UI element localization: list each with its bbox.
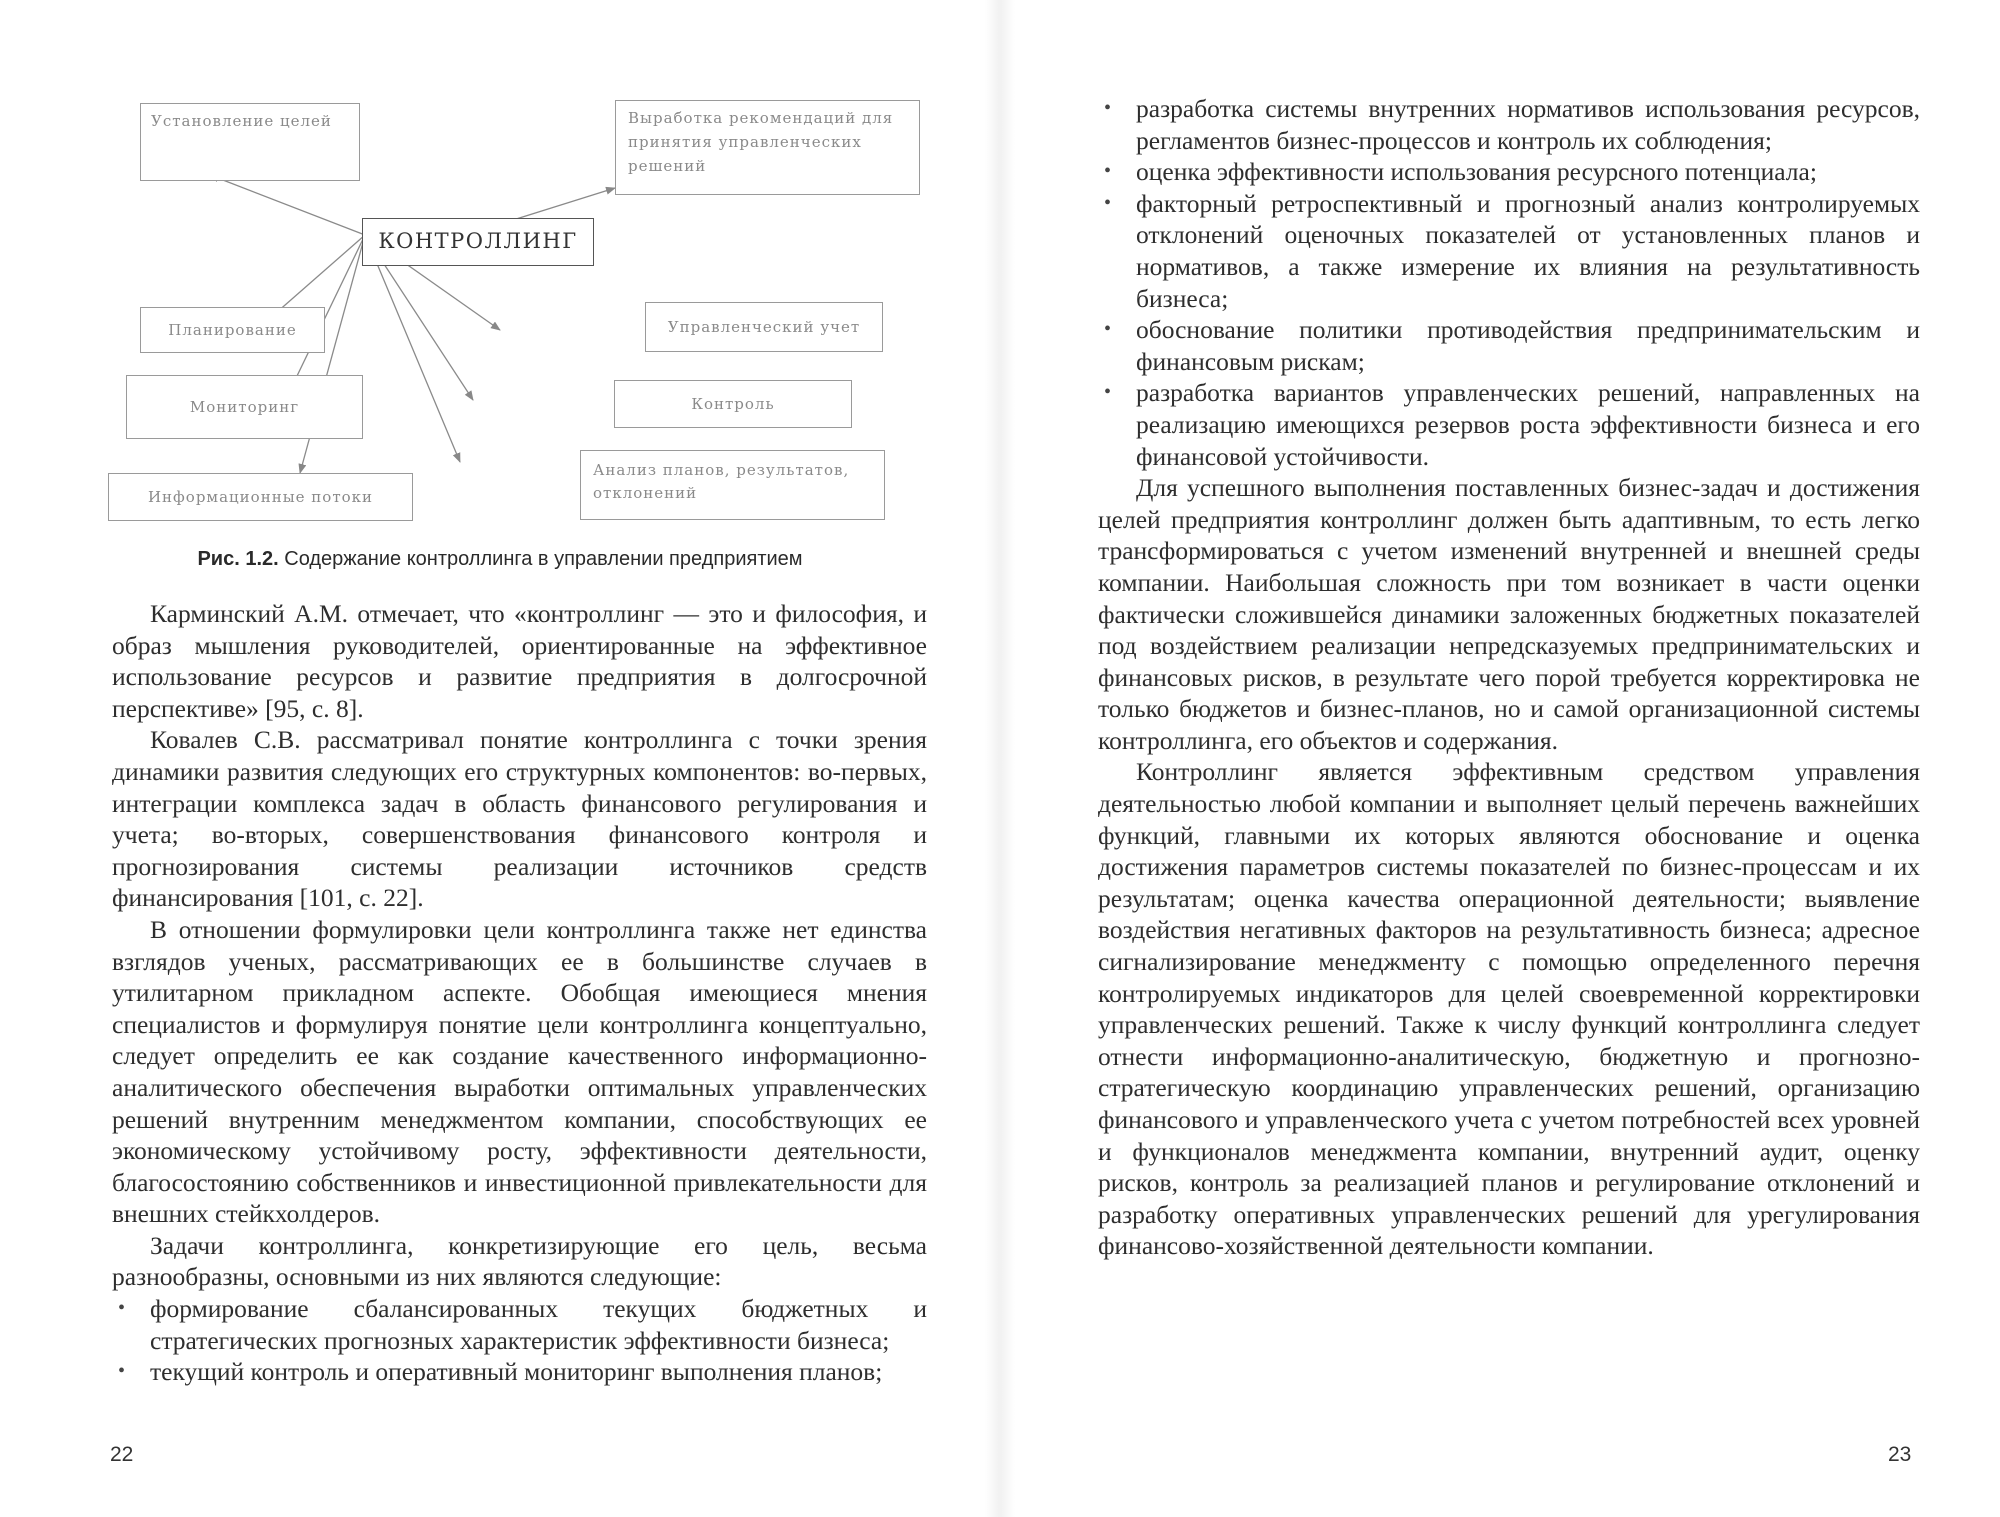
node-monitoring <box>126 375 363 439</box>
node-goals <box>140 103 360 181</box>
list-item-text: текущий контроль и оперативный мониторинг выполнения планов; <box>150 1357 883 1387</box>
page-number-right: 23 <box>1888 1443 1912 1466</box>
node-recommendations <box>615 100 920 195</box>
list-item-text: формирование сбалансированных текущих бюджетных и стратегических прогнозных характеристик эффективности бизнеса; <box>150 1294 927 1355</box>
node-management-accounting <box>645 302 883 352</box>
list-item <box>112 1356 927 1388</box>
right-bullet-list <box>1098 93 1920 472</box>
paragraph: В отношении формулировки цели контроллинга также нет единства взглядов ученых, рассматривающих ее в большинстве случаев в утилитарном прикладном аспекте. Обобщая имеющиеся мнения специалистов и формулируя понятие цели контроллинга концептуально, следует определить ее как создание качественного информационно-аналитического обеспечения выработки оптимальных управленческих решений внутренним менеджментом компании, способствующих ее экономическому устойчивому росту, эффективности деятельности, благосостоянию собственников и инвестиционной привлекательности для внешних стейкхолдеров. <box>112 914 927 1229</box>
list-item <box>112 1293 927 1356</box>
node-controlling <box>362 218 594 266</box>
figure-caption <box>0 548 1000 571</box>
node-control <box>614 380 852 428</box>
page-number-left: 22 <box>110 1443 134 1466</box>
caption-text: Содержание контроллинга в управлении предприятием <box>284 548 803 570</box>
paragraph: Контроллинг является эффективным средством управления деятельностью любой компании и выполняет целый перечень важнейших функций, главными их которых являются обоснование и оценка достижения параметров системы показателей по бизнес-процессам и их результатам; оценка качества операционной деятельности; выявление воздействия негативных факторов на результативность бизнеса; адресное сигнализирование менеджменту с помощью определенного перечня контролируемых индикаторов для целей своевременной корректировки управленческих решений. Также к числу функций контроллинга следует отнести информационно-аналитическую, бюджетную и прогнозно-стратегическую координацию управленческих решений, организацию финансового и управленческого учета с учетом потребностей всех уровней и функционалов менеджмента компании, внутренний аудит, оценку рисков, контроль за реализацией планов и регулирование отклонений и разработку оперативных управленческих решений для урегулирования финансово-хозяйственной деятельности компании. <box>1098 757 1920 1261</box>
caption-label: Рис. 1.2. <box>197 548 279 570</box>
bullet-icon: • <box>1104 381 1112 404</box>
list-item <box>1098 93 1920 156</box>
list-item-text: факторный ретроспективный и прогнозный анализ контролируемых отклонений оценочных показателей от установленных планов и нормативов, а также измерение их влияния на результативность бизнеса; <box>1136 188 1920 313</box>
paragraph: Для успешного выполнения поставленных бизнес-задач и достижения целей предприятия контроллинг должен быть адаптивным, то есть легко трансформироваться с учетом изменений внутренней и внешней среды компании. Наибольшая сложность при том возникает в части оценки фактически сложившейся динамики заложенных бюджетных показателей под воздействием реализации непредсказуемых предпринимательских и финансовых рисков, в результате чего порой требуется корректировка не только бюджетов и бизнес-планов, но и самой организационной системы контроллинга, его объектов и содержания. <box>1098 473 1920 755</box>
list-item-text: обоснование политики противодействия предпринимательским и финансовым рискам; <box>1136 315 1920 376</box>
right-body-text <box>1098 93 1920 1262</box>
bullet-icon: • <box>118 1360 126 1383</box>
node-planning-label: Планирование <box>168 320 297 339</box>
controlling-diagram <box>100 95 940 530</box>
node-recommendations-label: Выработка рекомендаций для принятия управленческих решений <box>628 109 894 175</box>
list-item <box>1098 156 1920 188</box>
list-item <box>1098 188 1920 314</box>
list-item <box>1098 314 1920 377</box>
node-controlling-label: КОНТРОЛЛИНГ <box>378 229 578 253</box>
bullet-icon: • <box>118 1297 126 1320</box>
node-analysis <box>580 450 885 520</box>
right-page <box>1000 0 2000 1517</box>
left-bullet-list <box>112 1293 927 1388</box>
list-item <box>1098 377 1920 472</box>
bullet-icon: • <box>1104 160 1112 183</box>
node-analysis-label: Анализ планов, результатов, отклонений <box>593 461 850 502</box>
node-planning <box>140 307 325 353</box>
arrow-to-goals <box>210 175 365 235</box>
list-item-text: разработка системы внутренних нормативов использования ресурсов, регламентов бизнес-процессов и контроль их соблюдения; <box>1136 94 1920 155</box>
node-monitoring-label: Мониторинг <box>189 397 300 416</box>
bullet-icon: • <box>1104 191 1112 214</box>
node-goals-label: Установление целей <box>151 112 332 130</box>
left-body-text <box>112 598 927 1388</box>
paragraph: Ковалев С.В. рассматривал понятие контроллинга с точки зрения динамики развития следующих его структурных компонентов: во-первых, интеграции комплекса задач в область финансового регулирования и учета; во-вторых, совершенствования финансового контроля и прогнозирования системы реализации источников средств финансирования [101, с. 22]. <box>112 725 927 913</box>
node-management-accounting-label: Управленческий учет <box>667 317 861 336</box>
paragraph: Карминский А.М. отмечает, что «контроллинг — это и философия, и образ мышления руководителей, ориентированные на эффективное использование ресурсов и развитие предприятия в долгосрочной перспективе» [95, с. 8]. <box>112 599 927 723</box>
bullet-icon: • <box>1104 97 1112 119</box>
node-info-flows <box>108 473 413 521</box>
bullet-icon: • <box>1104 318 1112 341</box>
list-item-text: оценка эффективности использования ресурсного потенциала; <box>1136 157 1817 187</box>
list-item-text: разработка вариантов управленческих решений, направленных на реализацию имеющихся резервов роста эффективности бизнеса и его финансовой устойчивости. <box>1136 378 1920 471</box>
node-info-flows-label: Информационные потоки <box>147 487 374 506</box>
paragraph: Задачи контроллинга, конкретизирующие его цель, весьма разнообразны, основными из них являются следующие: <box>112 1230 927 1292</box>
node-control-label: Контроль <box>691 394 775 413</box>
